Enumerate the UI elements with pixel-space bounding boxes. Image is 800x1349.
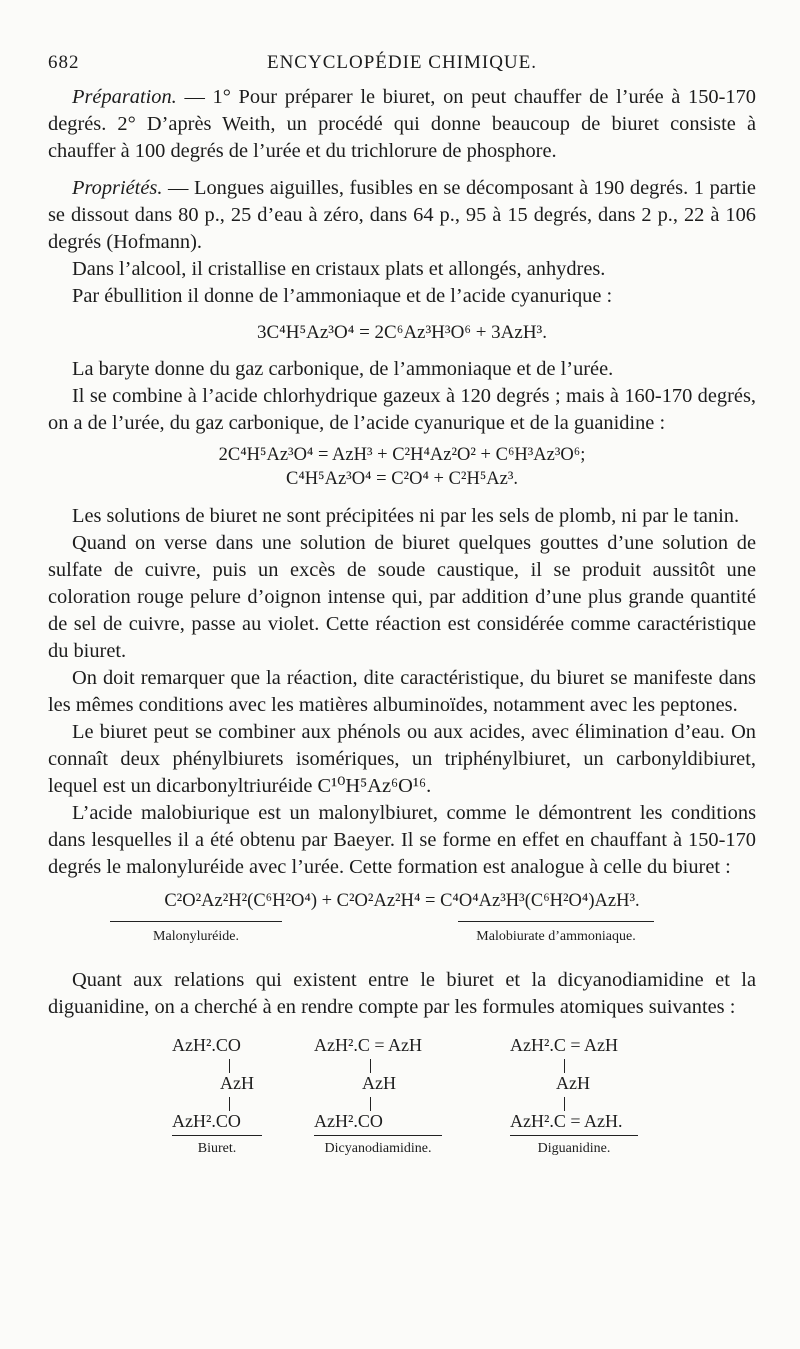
page-number: 682 [48,52,80,73]
formula-diguanidine-top: AzH².C = AzH [510,1035,619,1055]
formula-biuret-mid: AzH [220,1073,254,1093]
label-malobiurate: Malobiurate d’ammoniaque. [476,929,636,944]
paragraph-combine: Il se combine à l’acide chlorhydrique gazeux à 120 degrés ; mais à 160-170 degrés, on a de l’urée, du gaz carbonique, de l’acide cyanurique et de la guanidine : [48,385,756,434]
label-malonylureide: Malonyluréide. [153,929,239,944]
equation-ebullition: 3C⁴H⁵Az³O⁴ = 2C⁶Az³H³O⁶ + 3AzH³. [256,322,547,343]
paragraph-ebullition: Par ébullition il donne de l’ammoniaque et de l’acide cyanurique : [72,285,613,307]
equation-malobiuric-text: C²O²Az²H²(C⁶H²O⁴) + C²O²Az²H⁴ = C⁴O⁴Az³H³(C⁶H²O⁴)AzH³. [164,891,640,911]
preparation-label: Préparation. [72,86,177,108]
brace-right [458,921,654,928]
formula-dicyano-mid: AzH [362,1073,396,1093]
paragraph-phenylbiurets: Le biuret peut se combiner aux phénols ou aux acides, avec élimination d’eau. On connaît deux phénylbiurets isomériques, un triphénylbiuret, un carbonyldibiuret, lequel est un dicarbonyltriuréide C¹⁰H⁵Az⁶O¹⁶. [48,721,756,797]
atomic-formulas [48,1029,756,1179]
properties-label: Propriétés. [72,177,163,199]
caption-diguanidine: Diguanidine. [537,1141,611,1156]
preparation-text: — 1° Pour préparer le biuret, on peut chauffer de l’urée à 150-170 degrés. 2° D’après Weith, un procédé qui donne beaucoup de biuret consiste à chauffer à 100 degrés de l’urée et du trichlorure de phosphore. [48,86,756,162]
equation-malobiuric [48,891,756,961]
page [48,52,756,1179]
formula-dicyano-top: AzH².C = AzH [314,1035,423,1055]
paragraph-solutions: Les solutions de biuret ne sont précipitées ni par les sels de plomb, ni par le tanin. [72,505,740,527]
formula-diguanidine-mid: AzH [556,1073,590,1093]
paragraph-properties [48,175,756,256]
equation-hcl-2: C⁴H⁵Az³O⁴ = C²O⁴ + C²H⁵Az³. [285,469,519,489]
caption-dicyanodiamidine: Dicyanodiamidine. [324,1141,432,1156]
equation-block-hcl [48,443,756,491]
equation-hcl-1: 2C⁴H⁵Az³O⁴ = AzH³ + C²H⁴Az²O² + C⁶H³Az³O⁶; [218,445,586,465]
properties-text: — Longues aiguilles, fusibles en se décomposant à 190 degrés. 1 partie se dissout dans 80 p., 25 d’eau à zéro, dans 64 p., 95 à 15 degrés, dans 2 p., 22 à 106 degrés (Hofmann). [48,177,756,253]
running-header [48,52,756,84]
paragraph-alcohol: Dans l’alcool, il cristallise en cristaux plats et allongés, anhydres. [72,258,606,280]
paragraph-preparation [48,84,756,165]
caption-biuret: Biuret. [197,1141,237,1156]
paragraph-copper-reaction: Quand on verse dans une solution de biuret quelques gouttes d’une solution de sulfate de cuivre, puis un excès de soude caustique, il se produit aussitôt une coloration rouge pelure d’oignon intense qui, par addition d’une plus grande quantité de sel de cuivre, passe au violet. Cette réaction est considérée comme caractéristique du biuret. [48,532,756,662]
paragraph-baryte: La baryte donne du gaz carbonique, de l’ammoniaque et de l’urée. [72,358,614,380]
paragraph-albuminoids: On doit remarquer que la réaction, dite caractéristique, du biuret se manifeste dans les mêmes conditions avec les matières albuminoïdes, notamment avec les peptones. [48,667,756,716]
formula-dicyano-bot: AzH².CO [314,1111,383,1131]
paragraph-relations: Quant aux relations qui existent entre le biuret et la dicyanodiamidine et la diguanidine, on a cherché à en rendre compte par les formules atomiques suivantes : [48,969,756,1018]
brace-left [110,921,282,928]
formula-diguanidine-bot: AzH².C = AzH. [510,1111,623,1131]
paragraph-malobiuric: L’acide malobiurique est un malonylbiuret, comme le démontrent les conditions dans lesquelles il a été obtenu par Baeyer. Il se forme en effet en chauffant à 150-170 degrés le malonyluréide avec l’urée. Cette formation est analogue à celle du biuret : [48,802,756,878]
formula-biuret-top: AzH².CO [172,1035,241,1055]
formula-biuret-bot: AzH².CO [172,1111,241,1131]
running-title: ENCYCLOPÉDIE CHIMIQUE. [266,52,538,73]
